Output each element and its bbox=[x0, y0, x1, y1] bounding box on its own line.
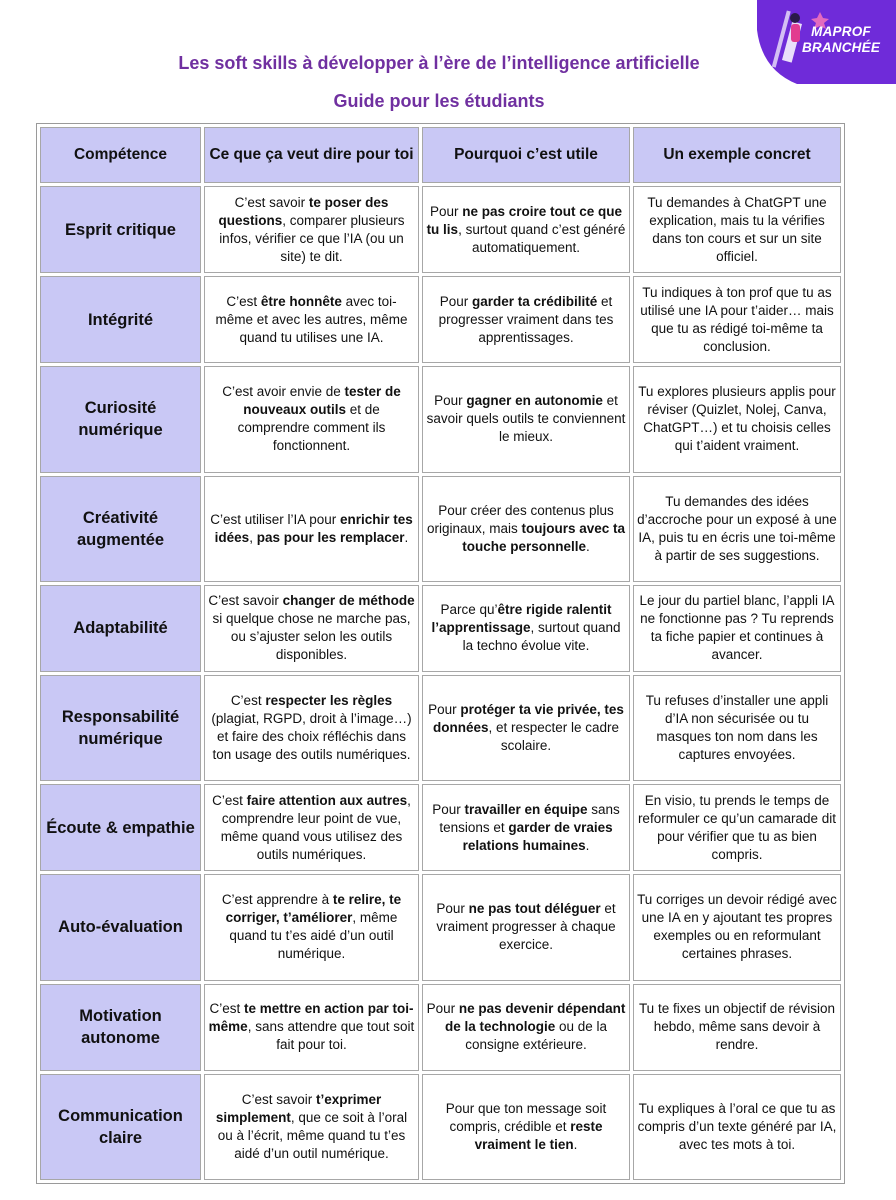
cell-meaning bbox=[204, 476, 419, 582]
skill-name: Responsabilité numérique bbox=[40, 675, 201, 781]
cell-text: . bbox=[586, 538, 590, 554]
cell-text: C’est bbox=[226, 293, 261, 309]
cell-why bbox=[422, 366, 630, 472]
cell-text: Tu expliques à l’oral ce que tu as compris d’un texte généré par IA, avec tes mots à toi. bbox=[637, 1100, 837, 1152]
cell-text: Pour bbox=[436, 901, 469, 917]
cell-example bbox=[633, 476, 841, 582]
header-why: Pourquoi c’est utile bbox=[422, 127, 630, 183]
cell-text: , bbox=[249, 529, 257, 545]
cell-why bbox=[422, 874, 630, 980]
cell-meaning bbox=[204, 874, 419, 980]
skill-name: Écoute & empathie bbox=[40, 784, 201, 871]
emphasis-text: être rigide ralentit l’apprentissage bbox=[431, 602, 612, 636]
emphasis-text: te relire, te corriger, t’améliorer bbox=[225, 892, 402, 926]
cell-meaning bbox=[204, 585, 419, 672]
cell-text: C’est savoir bbox=[241, 1091, 316, 1107]
cell-text: . bbox=[573, 1136, 578, 1152]
table-row bbox=[40, 784, 841, 871]
emphasis-text: tester de nouveaux outils bbox=[243, 384, 401, 418]
cell-text: , surtout quand c’est généré automatiquement. bbox=[458, 221, 626, 255]
cell-meaning bbox=[204, 276, 419, 363]
emphasis-text: protéger ta vie privée, tes données bbox=[432, 702, 624, 736]
cell-text: , surtout quand la techno évolue vite. bbox=[462, 620, 621, 654]
cell-example bbox=[633, 366, 841, 472]
cell-text: . bbox=[404, 529, 409, 545]
cell-text: , comparer plusieurs infos, vérifier ce que l’IA (ou un site) te dit. bbox=[219, 212, 405, 264]
emphasis-text: faire attention aux autres bbox=[246, 792, 408, 808]
cell-example bbox=[633, 1074, 841, 1180]
emphasis-text: toujours avec ta touche personnelle bbox=[462, 520, 626, 554]
table-row bbox=[40, 276, 841, 363]
cell-text: sans tensions et bbox=[439, 801, 620, 835]
cell-text: Tu indiques à ton prof que tu as utilisé une IA pour t’aider… mais que tu as rédigé toi-même ta conclusion. bbox=[640, 284, 834, 354]
cell-text: Pour bbox=[432, 801, 465, 817]
cell-meaning bbox=[204, 366, 419, 472]
cell-text: Pour bbox=[429, 203, 463, 219]
cell-text: . bbox=[585, 837, 590, 853]
emphasis-text: changer de méthode bbox=[282, 593, 415, 609]
cell-text: C’est bbox=[212, 792, 247, 808]
emphasis-text: te poser des questions bbox=[218, 194, 389, 228]
cell-text: Tu explores plusieurs applis pour réviser (Quizlet, Nolej, Canva, ChatGPT…) et tu choisis celles qui t’aident vraiment. bbox=[638, 384, 836, 454]
cell-text: , et respecter le cadre scolaire. bbox=[488, 720, 620, 754]
skill-name: Curiosité numérique bbox=[40, 366, 201, 472]
cell-text: Tu corriges un devoir rédigé avec une IA en y ajoutant tes propres exemples ou en reformulant certaines phrases. bbox=[637, 892, 837, 962]
cell-why bbox=[422, 585, 630, 672]
cell-text: Pour bbox=[439, 293, 472, 309]
cell-text: et vraiment progresser à chaque exercice. bbox=[436, 901, 616, 953]
cell-why bbox=[422, 784, 630, 871]
cell-meaning bbox=[204, 1074, 419, 1180]
cell-text: En visio, tu prends le temps de reformuler ce qu’un camarade dit pour vérifier que tu as bien compris. bbox=[637, 792, 837, 862]
cell-text: et progresser vraiment dans tes apprentissages. bbox=[438, 293, 614, 345]
cell-text: , comprendre leur point de vue, même quand vous utilisez des outils numériques. bbox=[220, 792, 411, 862]
cell-text: , même quand tu t’es aidé d’un outil numérique. bbox=[229, 910, 398, 962]
emphasis-text: travailler en équipe bbox=[464, 801, 588, 817]
cell-text: Tu te fixes un objectif de révision hebdo, même sans devoir à rendre. bbox=[638, 1001, 836, 1053]
cell-text: , que ce soit à l’oral ou à l’écrit, même quand tu t’es aidé d’un outil numérique. bbox=[217, 1109, 408, 1161]
emphasis-text: ne pas devenir dépendant de la technologie bbox=[444, 1001, 626, 1035]
page-subtitle: Guide pour les étudiants bbox=[333, 91, 545, 111]
cell-text: Pour que ton message soit compris, crédible et bbox=[445, 1100, 607, 1134]
cell-text: ou de la consigne extérieure. bbox=[465, 1019, 608, 1053]
emphasis-text: garder de vraies relations humaines bbox=[462, 819, 613, 853]
cell-example bbox=[633, 874, 841, 980]
cell-meaning bbox=[204, 784, 419, 871]
cell-text: Tu demandes des idées d’accroche pour un exposé à une IA, puis tu en écris une toi-même à partir de ses suggestions. bbox=[637, 493, 837, 563]
cell-example bbox=[633, 585, 841, 672]
skill-name: Auto-évaluation bbox=[40, 874, 201, 980]
cell-example bbox=[633, 186, 841, 273]
cell-example bbox=[633, 276, 841, 363]
skill-name: Adaptabilité bbox=[40, 585, 201, 672]
emphasis-text: ne pas croire tout ce que tu lis bbox=[426, 203, 623, 237]
cell-why bbox=[422, 186, 630, 273]
cell-text: C’est avoir envie de bbox=[222, 384, 345, 400]
cell-meaning bbox=[204, 984, 419, 1071]
table-row bbox=[40, 984, 841, 1071]
emphasis-text: t’exprimer simplement bbox=[215, 1091, 382, 1125]
cell-example bbox=[633, 784, 841, 871]
cell-text: Tu refuses d’installer une appli d’IA non sécurisée ou tu masques ton nom dans les captures envoyées. bbox=[645, 693, 829, 763]
cell-text: Le jour du partiel blanc, l’appli IA ne fonctionne pas ? Tu reprends ta fiche papier et continues à avancer. bbox=[639, 593, 835, 663]
skill-name: Motivation autonome bbox=[40, 984, 201, 1071]
cell-text: si quelque chose ne marche pas, ou s’ajuster selon les outils disponibles. bbox=[212, 611, 411, 663]
logo-text-line1: MAPROF bbox=[811, 24, 871, 39]
cell-text: Pour bbox=[434, 393, 467, 409]
cell-text: Pour bbox=[428, 702, 461, 718]
cell-example bbox=[633, 984, 841, 1071]
cell-why bbox=[422, 675, 630, 781]
cell-text: , sans attendre que tout soit fait pour toi. bbox=[247, 1019, 415, 1053]
soft-skills-table bbox=[36, 123, 845, 1184]
table-row bbox=[40, 874, 841, 980]
header-example: Un exemple concret bbox=[633, 127, 841, 183]
skill-name: Créativité augmentée bbox=[40, 476, 201, 582]
cell-example bbox=[633, 675, 841, 781]
cell-text: Pour créer des contenus plus originaux, mais bbox=[426, 502, 614, 536]
emphasis-text: garder ta crédibilité bbox=[471, 293, 598, 309]
skill-name: Communication claire bbox=[40, 1074, 201, 1180]
emphasis-text: pas pour les remplacer bbox=[256, 529, 405, 545]
table-row bbox=[40, 585, 841, 672]
table-row bbox=[40, 366, 841, 472]
cell-why bbox=[422, 984, 630, 1071]
page-title: Les soft skills à développer à l’ère de l’intelligence artificielle bbox=[178, 53, 700, 73]
emphasis-text: reste vraiment le tien bbox=[474, 1118, 603, 1152]
emphasis-text: être honnête bbox=[260, 293, 342, 309]
cell-why bbox=[422, 276, 630, 363]
table-row bbox=[40, 675, 841, 781]
cell-text: avec toi-même et avec les autres, même quand tu utilises une IA. bbox=[215, 293, 408, 345]
emphasis-text: gagner en autonomie bbox=[466, 393, 603, 409]
emphasis-text: enrichir tes idées bbox=[214, 511, 413, 545]
table-row bbox=[40, 186, 841, 273]
cell-text: C’est utiliser l’IA pour bbox=[210, 511, 341, 527]
cell-text: Pour bbox=[426, 1001, 459, 1017]
table-row bbox=[40, 476, 841, 582]
cell-meaning bbox=[204, 186, 419, 273]
table-body bbox=[40, 186, 841, 1180]
cell-text: Tu demandes à ChatGPT une explication, mais tu la vérifies dans ton cours et sur un site officiel. bbox=[647, 194, 827, 264]
skill-name: Intégrité bbox=[40, 276, 201, 363]
logo-text-line2: BRANCHÉE bbox=[801, 40, 881, 55]
header-competence: Compétence bbox=[40, 127, 201, 183]
cell-text: C’est bbox=[209, 1001, 244, 1017]
cell-why bbox=[422, 476, 630, 582]
emphasis-text: te mettre en action par toi-même bbox=[208, 1001, 414, 1035]
cell-text: et savoir quels outils te conviennent le mieux. bbox=[426, 393, 626, 445]
header-meaning: Ce que ça veut dire pour toi bbox=[204, 127, 419, 183]
cell-text: C’est savoir bbox=[208, 593, 283, 609]
logo-text bbox=[796, 24, 886, 56]
cell-text: C’est savoir bbox=[234, 194, 309, 210]
table-header-row bbox=[40, 127, 841, 183]
skill-name: Esprit critique bbox=[40, 186, 201, 273]
cell-text: C’est apprendre à bbox=[221, 892, 333, 908]
cell-text: et de comprendre comment ils fonctionnent. bbox=[237, 402, 386, 454]
table-row bbox=[40, 1074, 841, 1180]
emphasis-text: respecter les règles bbox=[265, 693, 393, 709]
cell-text: (plagiat, RGPD, droit à l’image…) et faire des choix réfléchis dans ton usage des outils numériques. bbox=[211, 711, 412, 763]
cell-text: C’est bbox=[230, 693, 266, 709]
cell-text: Parce qu’ bbox=[440, 602, 498, 618]
emphasis-text: ne pas tout déléguer bbox=[468, 901, 601, 917]
cell-why bbox=[422, 1074, 630, 1180]
cell-meaning bbox=[204, 675, 419, 781]
